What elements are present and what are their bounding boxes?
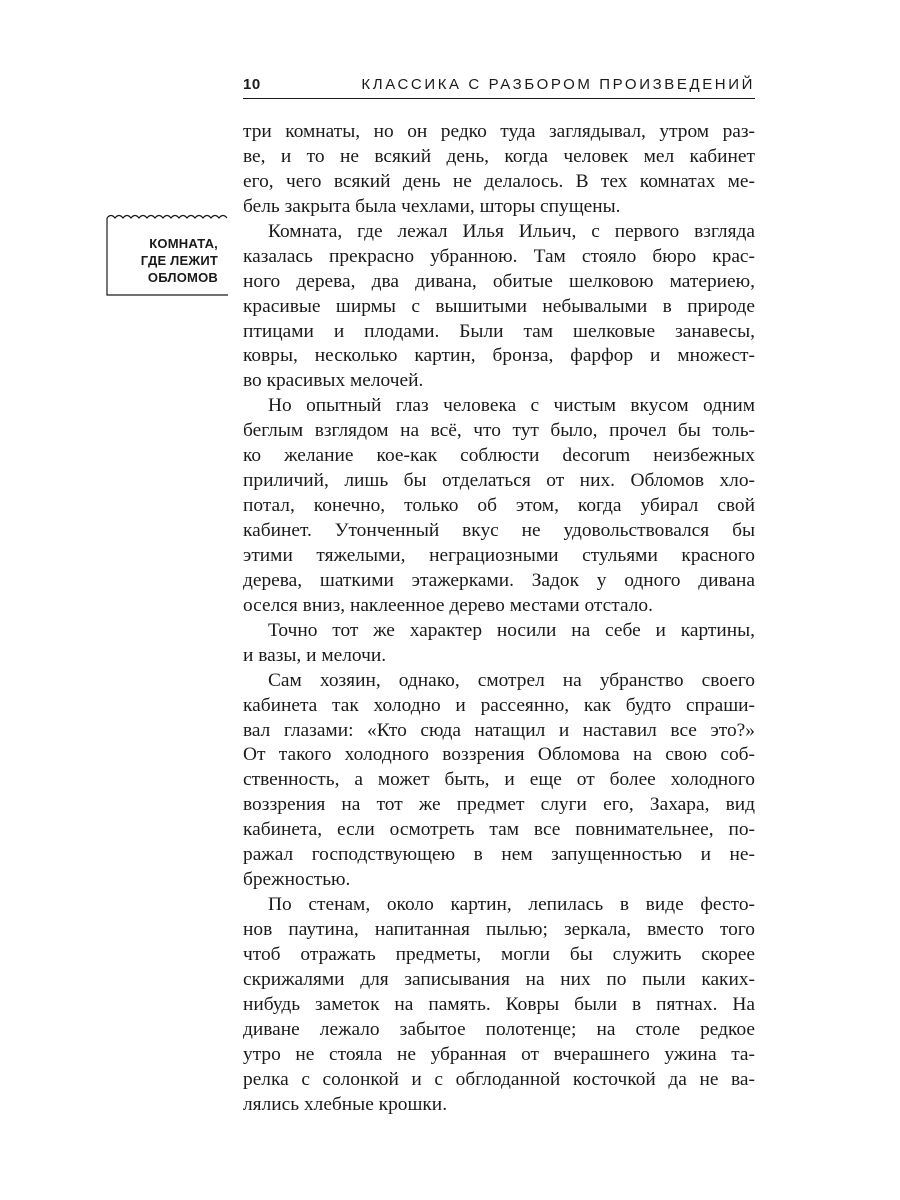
text-line: кабинета, если осмотреть там все повнимательнее, по- bbox=[243, 819, 755, 841]
text-line: бель закрыта была чехлами, шторы спущены. bbox=[243, 195, 621, 217]
text-line: три комнаты, но он редко туда заглядывал, утром раз- bbox=[243, 121, 755, 142]
paragraph bbox=[243, 619, 755, 669]
text-line: ве, и то не всякий день, когда человек мел кабинет bbox=[243, 145, 755, 167]
text-line: воззрения на тот же предмет слуги его, Захара, вид bbox=[243, 794, 755, 816]
text-line: казалась прекрасно убранною. Там стояло бюро крас- bbox=[243, 245, 755, 267]
text-line: ко желание кое-как соблюсти decorum неизбежных bbox=[243, 445, 755, 467]
text-line: ковры, несколько картин, бронза, фарфор и множест- bbox=[243, 345, 755, 367]
text-line: вал глазами: «Кто сюда натащил и наставил все это?» bbox=[243, 719, 755, 741]
text-line: утро не стояла не убранная от вчерашнего ужина та- bbox=[243, 1043, 755, 1065]
text-line: чтоб отражать предметы, могли бы служить скорее bbox=[243, 943, 755, 965]
text-line: Комната, где лежал Илья Ильич, с первого взгляда bbox=[268, 220, 755, 242]
text-line: нибудь заметок на память. Ковры были в пятнах. На bbox=[243, 993, 755, 1015]
text-line: Точно тот же характер носили на себе и картины, bbox=[268, 619, 755, 641]
text-line: нов паутина, напитанная пылью; зеркала, вместо того bbox=[243, 919, 755, 940]
text-line: потал, конечно, только об этом, когда убирал свой bbox=[243, 495, 755, 517]
text-line: беглым взглядом на всё, что тут было, прочел бы толь- bbox=[243, 420, 755, 442]
text-line: дерева, шаткими этажерками. Задок у одного дивана bbox=[243, 569, 755, 591]
text-line: этими тяжелыми, неграциозными стульями красного bbox=[243, 544, 755, 566]
text-line: оселся вниз, наклеенное дерево местами отстало. bbox=[243, 594, 653, 616]
text-line: скрижалями для записывания на них по пыли каких- bbox=[243, 968, 755, 990]
paragraph bbox=[243, 120, 755, 220]
text-line: ного дерева, два дивана, обитые шелковою материею, bbox=[243, 270, 755, 292]
page-number: 10 bbox=[243, 76, 261, 93]
text-line: От такого холодного воззрения Обломова на свою соб- bbox=[243, 744, 755, 766]
text-line: приличий, лишь бы отделаться от них. Обломов хло- bbox=[243, 470, 755, 492]
running-head: КЛАССИКА С РАЗБОРОМ ПРОИЗВЕДЕНИЙ bbox=[361, 76, 755, 93]
text-line: его, чего всякий день не делалось. В тех комнатах ме- bbox=[243, 170, 755, 192]
text-line: кабинета так холодно и рассеянно, как будто спраши- bbox=[243, 694, 755, 716]
margin-note-line-2: ГДЕ ЛЕЖИТ bbox=[140, 253, 218, 268]
margin-note-line-1: КОМНАТА, bbox=[149, 236, 218, 251]
text-line: релка с солонкой и с обглоданной косточкой да не ва- bbox=[243, 1068, 755, 1090]
text-line: По стенам, около картин, лепилась в виде фесто- bbox=[268, 894, 755, 916]
paragraph bbox=[243, 669, 755, 893]
margin-note-line-3: ОБЛОМОВ bbox=[147, 270, 218, 285]
text-line: красивые ширмы с вышитыми небывалыми в природе bbox=[243, 295, 755, 317]
text-line: ственность, а может быть, и еще от более холодного bbox=[243, 769, 755, 791]
margin-note bbox=[106, 213, 230, 296]
text-line: кабинет. Утонченный вкус не удовольствовался бы bbox=[243, 520, 755, 541]
text-line: брежностью. bbox=[243, 869, 351, 891]
text-line: и вазы, и мелочи. bbox=[243, 644, 387, 666]
paragraph bbox=[243, 893, 755, 1117]
text-line: лялись хлебные крошки. bbox=[243, 1093, 448, 1115]
body-text bbox=[243, 120, 755, 1118]
text-line: птицами и плодами. Были там шелковые занавесы, bbox=[243, 320, 755, 342]
text-line: ражал господствующею в нем запущенностью и не- bbox=[243, 844, 755, 866]
text-line: во красивых мелочей. bbox=[243, 370, 424, 392]
text-line: Сам хозяин, однако, смотрел на убранство своего bbox=[268, 669, 755, 691]
page-header bbox=[243, 74, 755, 99]
text-line: диване лежало забытое полотенце; на столе редкое bbox=[243, 1018, 755, 1040]
paragraph bbox=[243, 394, 755, 618]
paragraph bbox=[243, 220, 755, 395]
text-line: Но опытный глаз человека с чистым вкусом одним bbox=[268, 395, 755, 417]
